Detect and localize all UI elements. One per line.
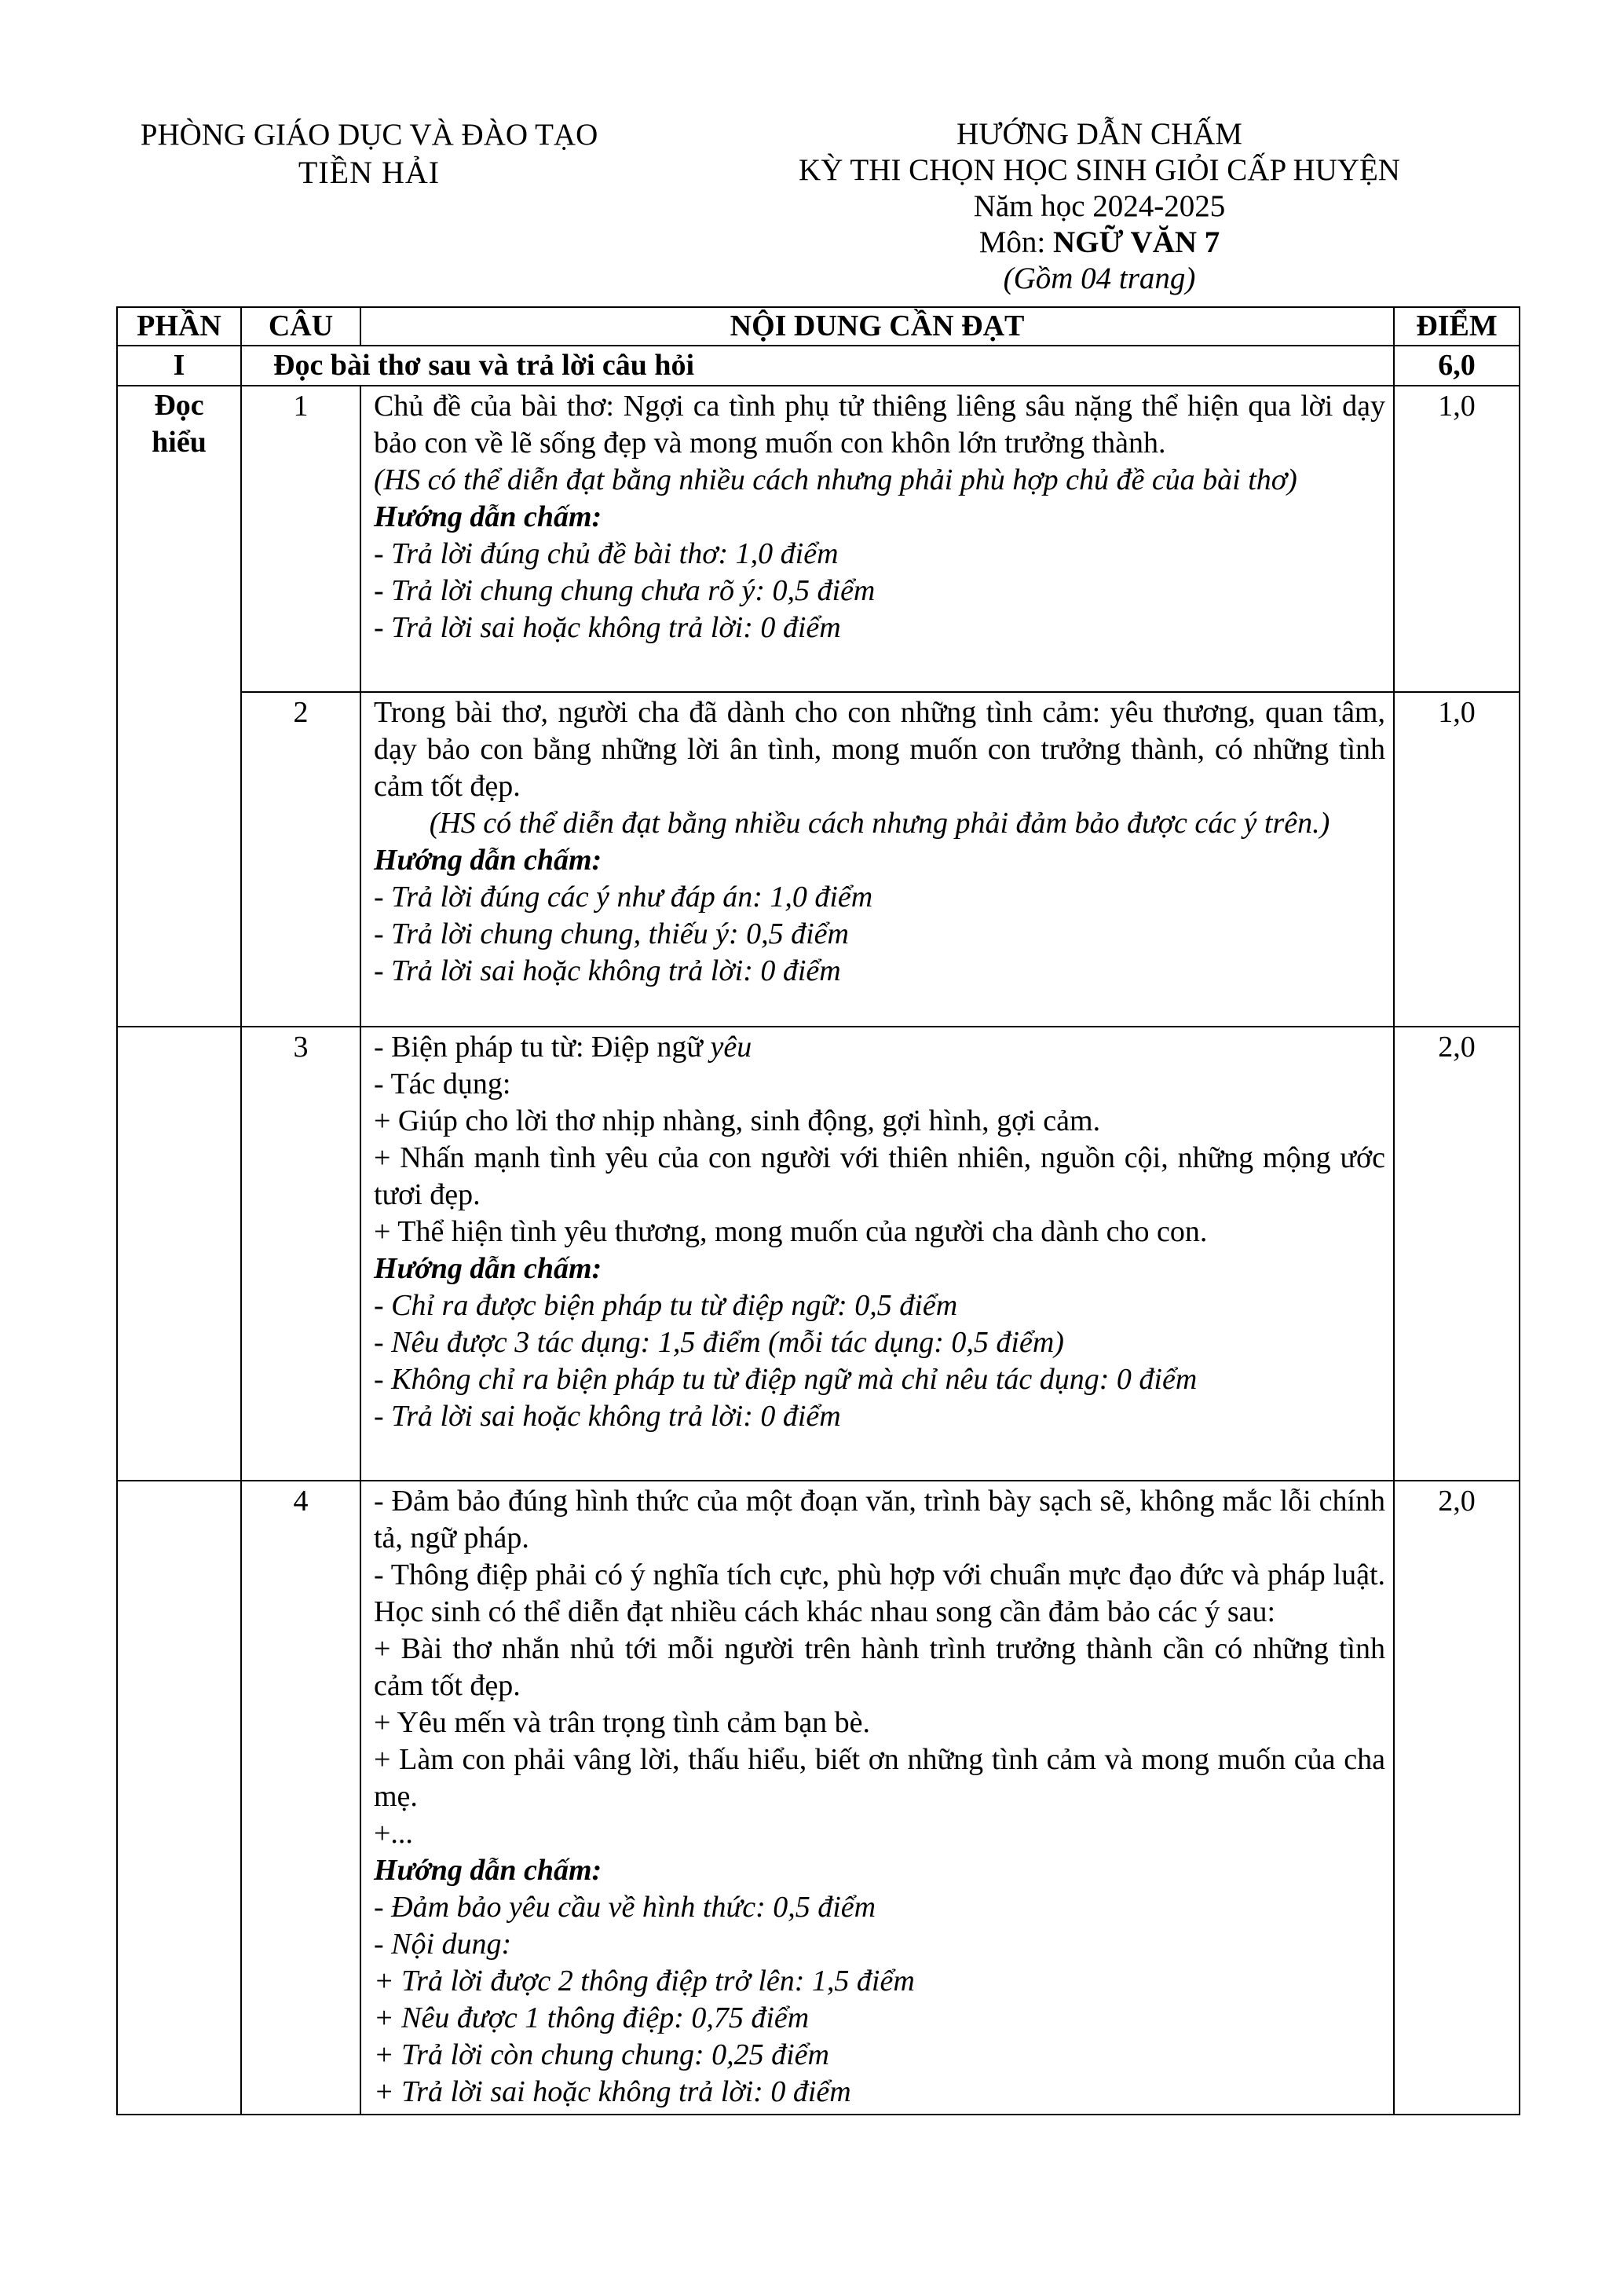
question-score: 2,0 xyxy=(1394,1027,1520,1481)
answer-point: + Làm con phải vâng lời, thấu hiểu, biết ơn những tình cảm và mong muốn của cha mẹ. xyxy=(374,1743,1385,1813)
exam-title: KỲ THI CHỌN HỌC SINH GIỎI CẤP HUYỆN xyxy=(799,153,1400,187)
note-text: (HS có thể diễn đạt bằng nhiều cách nhưng phải đảm bảo được các ý trên.) xyxy=(429,807,1330,840)
note-text: (HS có thể diễn đạt bằng nhiều cách nhưng phải phù hợp chủ đề của bài thơ) xyxy=(374,463,1297,496)
guide-item: + Trả lời còn chung chung: 0,25 điểm xyxy=(374,2038,829,2071)
answer-point: + Yêu mến và trân trọng tình cảm bạn bè. xyxy=(374,1706,871,1739)
header-organization xyxy=(110,116,628,192)
section-name-line-2: hiểu xyxy=(152,426,207,459)
table-row-q4 xyxy=(117,1481,1520,2115)
answer-point: + Thể hiện tình yêu thương, mong muốn của người cha dành cho con. xyxy=(374,1215,1208,1248)
guide-item: - Trả lời đúng các ý như đáp án: 1,0 điểm xyxy=(374,881,873,914)
question-number: 4 xyxy=(241,1481,360,2115)
device-prefix: - Biện pháp tu từ: Điệp ngữ xyxy=(374,1031,711,1064)
org-line-2: TIỀN HẢI xyxy=(298,155,441,190)
question-number: 3 xyxy=(241,1027,360,1481)
question-number: 1 xyxy=(241,386,360,692)
subject-label: Môn: xyxy=(978,225,1053,259)
guide-title: Hướng dẫn chấm: xyxy=(374,500,602,533)
section-empty-cell xyxy=(117,1481,241,2115)
guide-item: - Trả lời sai hoặc không trả lời: 0 điểm xyxy=(374,611,841,644)
guide-item: - Không chỉ ra biện pháp tu từ điệp ngữ mà chỉ nêu tác dụng: 0 điểm xyxy=(374,1363,1198,1396)
guide-item: - Nêu được 3 tác dụng: 1,5 điểm (mỗi tác dụng: 0,5 điểm) xyxy=(374,1326,1064,1359)
grading-table xyxy=(116,306,1520,2115)
guide-item: + Trả lời sai hoặc không trả lời: 0 điểm xyxy=(374,2075,851,2108)
col-header-question: CÂU xyxy=(241,307,360,346)
table-row-q1 xyxy=(117,386,1520,692)
col-header-content: NỘI DUNG CẦN ĐẠT xyxy=(360,307,1394,346)
guide-item: - Chỉ ra được biện pháp tu từ điệp ngữ: 0,5 điểm xyxy=(374,1289,958,1322)
question-content xyxy=(360,692,1394,1027)
answer-point: - Tác dụng: xyxy=(374,1067,511,1100)
section-number: I xyxy=(117,346,241,386)
guide-item: - Trả lời chung chung, thiếu ý: 0,5 điểm xyxy=(374,917,849,950)
rhetorical-device-line xyxy=(374,1029,1385,1066)
col-header-score: ĐIỂM xyxy=(1394,307,1520,346)
answer-point: + Bài thơ nhắn nhủ tới mỗi người trên hành trình trưởng thành cần có những tình cảm tốt đẹp. xyxy=(374,1632,1385,1702)
question-content xyxy=(360,1027,1394,1481)
answer-point: + Nhấn mạnh tình yêu của con người với thiên nhiên, nguồn cội, những mộng ước tươi đẹp. xyxy=(374,1141,1385,1211)
answer-point: - Đảm bảo đúng hình thức của một đoạn văn, trình bày sạch sẽ, không mắc lỗi chính tả, ngữ pháp. xyxy=(374,1485,1385,1554)
question-score: 1,0 xyxy=(1394,692,1520,1027)
question-number: 2 xyxy=(241,692,360,1027)
answer-point: +... xyxy=(374,1817,413,1850)
org-line-1: PHÒNG GIÁO DỤC VÀ ĐÀO TẠO xyxy=(140,118,598,152)
guide-item: - Trả lời đúng chủ đề bài thơ: 1,0 điểm xyxy=(374,537,839,570)
guide-title: Hướng dẫn chấm: xyxy=(374,1252,602,1285)
guide-title: Hướng dẫn chấm: xyxy=(374,844,602,877)
guide-item: + Nêu được 1 thông điệp: 0,75 điểm xyxy=(374,2001,810,2034)
section-title: Đọc bài thơ sau và trả lời câu hỏi xyxy=(241,346,1394,386)
section-name-line-1: Đọc xyxy=(154,389,204,422)
section-empty-cell xyxy=(117,1027,241,1481)
subject-line xyxy=(683,225,1516,261)
guide-item: - Trả lời sai hoặc không trả lời: 0 điểm xyxy=(374,1400,841,1433)
answer-point: - Thông điệp phải có ý nghĩa tích cực, phù hợp với chuẩn mực đạo đức và pháp luật. Học sinh có thể diễn đạt nhiều cách khác nhau song cần đảm bảo các ý sau: xyxy=(374,1558,1385,1628)
question-content xyxy=(360,1481,1394,2115)
table-header-row xyxy=(117,307,1520,346)
guide-title: Hướng dẫn chấm: xyxy=(374,1854,602,1887)
section-score: 6,0 xyxy=(1394,346,1520,386)
question-score: 2,0 xyxy=(1394,1481,1520,2115)
guide-item: - Trả lời sai hoặc không trả lời: 0 điểm xyxy=(374,954,841,987)
col-header-part: PHẦN xyxy=(117,307,241,346)
table-row-q3 xyxy=(117,1027,1520,1481)
guide-item: - Trả lời chung chung chưa rõ ý: 0,5 điểm xyxy=(374,574,876,607)
answer-point: + Giúp cho lời thơ nhịp nhàng, sinh động, gợi hình, gợi cảm. xyxy=(374,1104,1101,1137)
guide-item: - Nội dung: xyxy=(374,1928,512,1961)
guide-item: - Đảm bảo yêu cầu về hình thức: 0,5 điểm xyxy=(374,1891,876,1924)
subject-name: NGỮ VĂN 7 xyxy=(1052,225,1220,259)
doc-title: HƯỚNG DẪN CHẤM xyxy=(956,117,1242,151)
header-document-title xyxy=(683,116,1516,297)
answer-text: Chủ đề của bài thơ: Ngợi ca tình phụ tử thiêng liêng sâu nặng thể hiện qua lời dạy bảo con về lẽ sống đẹp và mong muốn con khôn lớn trưởng thành. xyxy=(374,390,1385,460)
question-content xyxy=(360,386,1394,692)
section-name xyxy=(117,386,241,1027)
guide-item: + Trả lời được 2 thông điệp trở lên: 1,5 điểm xyxy=(374,1965,915,1998)
device-word: yêu xyxy=(710,1031,752,1064)
table-row-q2 xyxy=(117,692,1520,1027)
answer-text: Trong bài thơ, người cha đã dành cho con những tình cảm: yêu thương, quan tâm, dạy bảo con bằng những lời ân tình, mong muốn con trưởng thành, có những tình cảm tốt đẹp. xyxy=(374,696,1385,803)
school-year: Năm học 2024-2025 xyxy=(973,189,1226,223)
question-score: 1,0 xyxy=(1394,386,1520,692)
section-row xyxy=(117,346,1520,386)
page-count: (Gồm 04 trang) xyxy=(1003,262,1196,295)
